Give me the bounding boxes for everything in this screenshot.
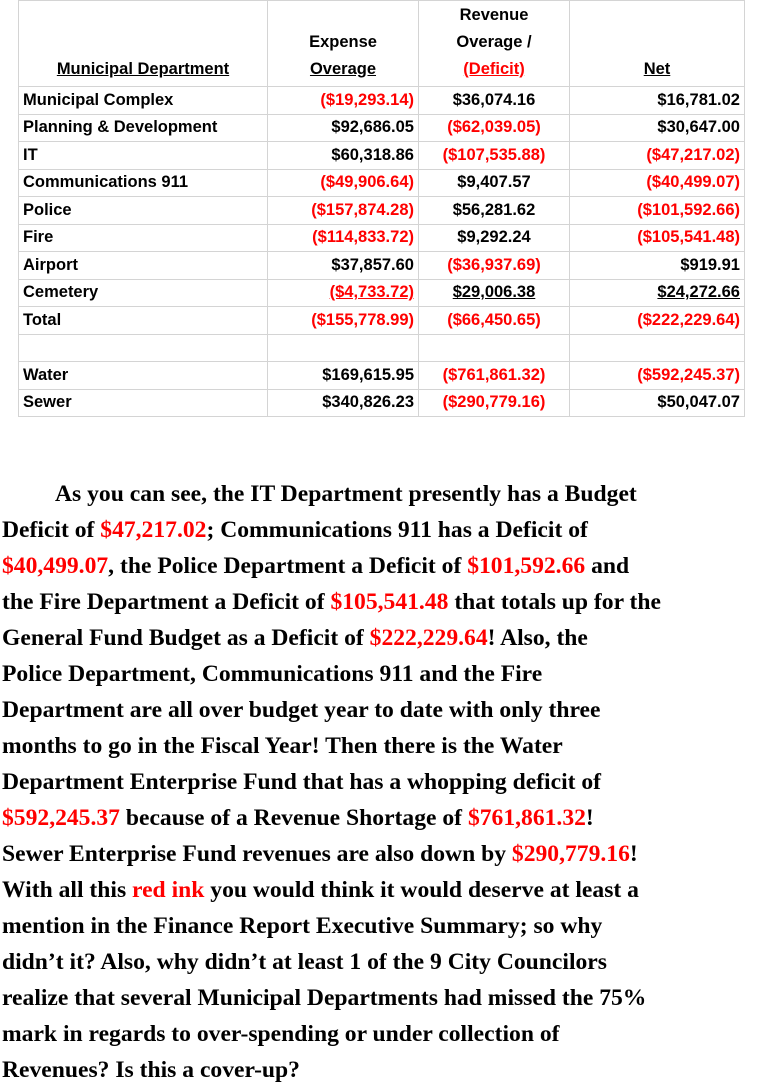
cell-revenue-value: $29,006.38 (452, 283, 536, 302)
text-segment: General Fund Budget as a Deficit of (2, 625, 370, 651)
cell-expense-value: ($4,733.72) (329, 283, 414, 302)
highlighted-amount: $222,229.64 (369, 625, 488, 651)
text-segment: didn’t it? Also, why didn’t at least 1 of the 9 City Councilors (2, 949, 607, 975)
cell-revenue (419, 334, 570, 362)
cell-revenue (419, 197, 570, 225)
paragraph-line (2, 548, 758, 584)
cell-dept-value: Communications 911 (23, 173, 189, 192)
table-row (19, 252, 745, 280)
table-header-row (19, 1, 745, 87)
cell-net-value: ($105,541.48) (637, 228, 740, 247)
cell-net (570, 307, 745, 335)
cell-expense-value: $169,615.95 (322, 365, 414, 384)
cell-net (570, 142, 745, 170)
cell-revenue-value: ($290,779.16) (442, 393, 546, 412)
table-row (19, 334, 745, 362)
cell-revenue (419, 142, 570, 170)
highlighted-amount: $101,592.66 (467, 553, 586, 579)
cell-expense (268, 334, 419, 362)
cell-dept-value: Police (23, 200, 72, 219)
cell-net (570, 169, 745, 197)
cell-expense (268, 197, 419, 225)
cell-net (570, 224, 745, 252)
text-segment: Police Department, Communications 911 and the Fire (2, 661, 543, 687)
cell-dept (19, 142, 268, 170)
paragraph-line (2, 800, 758, 836)
cell-dept (19, 87, 268, 115)
cell-net-value: $24,272.66 (657, 283, 740, 302)
table-row (19, 87, 745, 115)
cell-net-value: ($40,499.07) (646, 173, 740, 192)
paragraph-line (2, 764, 758, 800)
cell-expense (268, 114, 419, 142)
cell-revenue-value: ($36,937.69) (447, 255, 541, 274)
paragraph-line (2, 656, 758, 692)
cell-dept-value: Municipal Complex (23, 90, 174, 109)
paragraph-line (2, 692, 758, 728)
header-expense (268, 1, 419, 87)
cell-net-value: ($101,592.66) (637, 200, 740, 219)
highlighted-amount: $592,245.37 (2, 805, 120, 831)
cell-revenue (419, 307, 570, 335)
text-segment: , the Police Department a Deficit of (108, 553, 468, 579)
text-segment: ! Also, the (487, 625, 588, 651)
cell-expense-value: $92,686.05 (331, 118, 414, 137)
text-segment: As you can see, the IT Department presently has a Budget (55, 481, 637, 507)
paragraph-line (2, 872, 758, 908)
cell-expense (268, 252, 419, 280)
cell-net (570, 197, 745, 225)
cell-expense-value: $340,826.23 (322, 393, 414, 412)
table-row (19, 197, 745, 225)
cell-dept (19, 334, 268, 362)
cell-dept-value: IT (23, 145, 38, 164)
text-segment: Department Enterprise Fund that has a whopping deficit of (2, 769, 602, 795)
cell-expense-value: ($155,778.99) (311, 310, 414, 329)
budget-table (18, 0, 745, 417)
cell-dept (19, 362, 268, 390)
cell-revenue (419, 224, 570, 252)
paragraph-line (2, 512, 758, 548)
header-revenue-line2: Overage / (456, 33, 532, 51)
cell-revenue (419, 114, 570, 142)
cell-revenue-value: ($62,039.05) (447, 118, 541, 137)
paragraph-line (2, 1016, 758, 1052)
highlighted-amount: $105,541.48 (330, 589, 449, 615)
paragraph-line (2, 620, 758, 656)
cell-net-value: $16,781.02 (657, 90, 740, 109)
header-expense-line1: Expense (309, 33, 377, 51)
table-row (19, 307, 745, 335)
paragraph-line (2, 476, 758, 512)
text-segment: Deficit of (2, 517, 101, 543)
cell-net-value: ($592,245.37) (637, 365, 740, 384)
cell-expense-value: ($157,874.28) (311, 200, 414, 219)
cell-net-value: ($47,217.02) (646, 145, 740, 164)
cell-revenue (419, 252, 570, 280)
cell-revenue-value: ($107,535.88) (442, 145, 546, 164)
cell-dept-value: Airport (23, 255, 78, 274)
cell-revenue-value: $56,281.62 (452, 200, 536, 219)
header-net (570, 1, 745, 87)
cell-net (570, 114, 745, 142)
table-body (19, 87, 745, 417)
cell-expense (268, 279, 419, 307)
cell-dept (19, 389, 268, 417)
highlighted-amount: $761,861.32 (467, 805, 586, 831)
cell-expense (268, 389, 419, 417)
cell-dept-value: Total (23, 310, 62, 329)
cell-net (570, 87, 745, 115)
cell-dept (19, 169, 268, 197)
cell-dept-value: Planning & Development (23, 118, 218, 137)
cell-expense (268, 87, 419, 115)
cell-dept (19, 279, 268, 307)
text-segment: that totals up for the (448, 589, 661, 615)
text-segment: ; Communications 911 has a Deficit of (206, 517, 588, 543)
cell-dept-value: Cemetery (23, 283, 99, 302)
text-segment: mark in regards to over-spending or under collection of (2, 1021, 560, 1047)
header-revenue-line3: (Deficit) (463, 60, 525, 78)
text-segment: you would think it would deserve at least a (204, 877, 639, 903)
cell-dept (19, 197, 268, 225)
cell-net (570, 389, 745, 417)
cell-net (570, 279, 745, 307)
text-segment: Department are all over budget year to date with only three (2, 697, 601, 723)
highlighted-amount: red ink (132, 877, 205, 903)
header-department-label: Municipal Department (56, 60, 230, 78)
cell-dept (19, 307, 268, 335)
cell-expense-value: $37,857.60 (331, 255, 414, 274)
text-segment: With all this (2, 877, 133, 903)
cell-net-value: $50,047.07 (657, 393, 740, 412)
highlighted-amount: $40,499.07 (2, 553, 109, 579)
cell-expense (268, 169, 419, 197)
cell-revenue (419, 279, 570, 307)
cell-dept (19, 252, 268, 280)
highlighted-amount: $290,779.16 (511, 841, 630, 867)
cell-revenue-value: $36,074.16 (452, 90, 536, 109)
cell-revenue (419, 87, 570, 115)
paragraph-line (2, 728, 758, 764)
text-segment: ! (585, 805, 594, 831)
paragraph-line (2, 584, 758, 620)
text-segment: mention in the Finance Report Executive Summary; so why (2, 913, 603, 939)
header-net-label: Net (643, 60, 671, 78)
table-row (19, 389, 745, 417)
table-row (19, 279, 745, 307)
cell-expense (268, 362, 419, 390)
table-row (19, 114, 745, 142)
cell-revenue (419, 362, 570, 390)
cell-revenue-value: ($66,450.65) (447, 310, 541, 329)
cell-net (570, 362, 745, 390)
cell-dept-value: Fire (23, 228, 54, 247)
header-revenue (419, 1, 570, 87)
table-row (19, 224, 745, 252)
text-segment: ! (629, 841, 638, 867)
paragraph-line (2, 980, 758, 1016)
cell-expense-value: $60,318.86 (331, 145, 414, 164)
cell-net (570, 334, 745, 362)
text-segment: Sewer Enterprise Fund revenues are also down by (2, 841, 512, 867)
text-segment: months to go in the Fiscal Year! Then there is the Water (2, 733, 563, 759)
header-department (19, 1, 268, 87)
cell-expense (268, 307, 419, 335)
cell-dept (19, 114, 268, 142)
text-segment: Revenues? Is this a cover-up? (2, 1057, 300, 1083)
cell-revenue-value: $9,292.24 (457, 228, 531, 247)
cell-revenue (419, 389, 570, 417)
paragraph-line (2, 908, 758, 944)
highlighted-amount: $47,217.02 (100, 517, 207, 543)
commentary-paragraph (2, 476, 758, 1088)
text-segment: the Fire Department a Deficit of (2, 589, 331, 615)
table-row (19, 362, 745, 390)
cell-net-value: ($222,229.64) (637, 310, 740, 329)
paragraph-line (2, 836, 758, 872)
text-segment: and (585, 553, 630, 579)
cell-expense-value: ($49,906.64) (320, 173, 414, 192)
text-segment: because of a Revenue Shortage of (119, 805, 468, 831)
header-revenue-line1: Revenue (459, 6, 529, 24)
cell-net-value: $919.91 (680, 255, 740, 274)
cell-expense (268, 224, 419, 252)
cell-expense-value: ($19,293.14) (320, 90, 414, 109)
cell-net-value: $30,647.00 (657, 118, 740, 137)
cell-expense (268, 142, 419, 170)
cell-revenue-value: ($761,861.32) (442, 365, 546, 384)
table-row (19, 169, 745, 197)
text-segment: realize that several Municipal Departments had missed the 75% (2, 985, 647, 1011)
paragraph-line (2, 1052, 758, 1088)
cell-net (570, 252, 745, 280)
table-row (19, 142, 745, 170)
cell-expense-value: ($114,833.72) (312, 228, 414, 247)
cell-dept-value: Sewer (23, 393, 72, 412)
paragraph-line (2, 944, 758, 980)
cell-dept (19, 224, 268, 252)
header-expense-line2: Overage (309, 60, 377, 78)
cell-revenue (419, 169, 570, 197)
cell-revenue-value: $9,407.57 (457, 173, 531, 192)
cell-dept-value: Water (23, 365, 69, 384)
